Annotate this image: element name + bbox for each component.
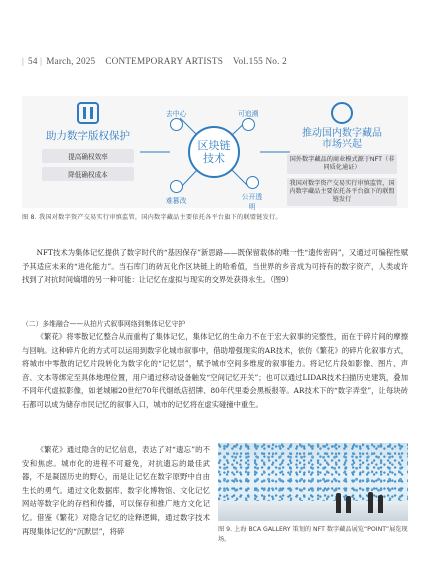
market-item: 我国对数字资产交易实行审慎监管，国内数字藏品主要依托各平台旗下的联盟链发行 [287, 178, 397, 206]
node-traceable [238, 108, 258, 133]
journal-name: CONTEMPORARY ARTISTS [105, 56, 224, 66]
visitor-figure [368, 492, 373, 513]
node-label: 公开透明 [241, 194, 263, 211]
nft-market-panel [282, 102, 402, 210]
node-dot [170, 118, 183, 131]
node-label: 可追溯 [238, 111, 259, 118]
section-subheading: （二）多维融合——从拍片式叙事网络到集体记忆守护 [22, 320, 186, 328]
running-header [22, 56, 412, 66]
core-label-line1: 区块链 [197, 140, 231, 152]
core-label-line2: 技术 [203, 153, 225, 165]
panel-title-line2: 市场兴起 [322, 139, 362, 150]
figure-9-caption: 图 9. 上海 BCA GALLERY 策划的 NFT 数字藏品展览“POINT”展览现场。 [218, 526, 408, 543]
node-label: 去中心 [166, 111, 187, 118]
panel-title [282, 128, 402, 150]
panel-title-line1: 推动国内数字藏品 [302, 128, 382, 139]
globe-icon [331, 102, 353, 124]
node-dot [246, 176, 259, 189]
page-number: 54 [28, 56, 38, 66]
node-dot [170, 180, 183, 193]
blockchain-diagram [140, 96, 290, 211]
node-label: 难篡改 [166, 198, 187, 205]
benefit-item: 降低确权成本 [42, 167, 134, 181]
node-dot [242, 118, 255, 131]
visitor-figure [336, 493, 341, 513]
issue-date: March, 2025 [46, 56, 96, 66]
exhibition-photo [218, 443, 408, 521]
panel-title: 助力数字版权保护 [46, 130, 130, 142]
header-separator: | [40, 56, 43, 66]
node-transparent [240, 176, 264, 211]
copyright-protection-panel [28, 102, 148, 185]
volume-issue: Vol.155 No. 2 [232, 56, 287, 66]
projection-wall [218, 443, 408, 501]
paragraph-ar-narrative: 《繁花》将零散记忆整合从而重构了集体记忆，集体记忆的生命力不在于宏大叙事的完整性，而在于碎片间的摩擦与回响。这种碎片化的方式可以运用到数字化城市叙事中，借助增强现实的AR技术，依仿《繁花》的碎片化叙事方式，将城市中零散的记忆片段转化为数字化的“记忆层”，赋予城市空间多维度的叙事能力。将记忆片段如影像、图片、声音、文本等绑定至具体地理位置，用户通过移动设备触发“空间记忆开关”；也可以通过LIDAR技术扫描历史建筑，叠加不同年代虚拟影像，如老城厢20世纪70年代烟纸店招牌、80年代里委会黑板报等。AR技术下的“数字弄堂”，让每块砖石都可以成为储存市民记忆的叙事入口，城市的记忆将在虚实碰撞中重生。 [22, 332, 408, 409]
visitor-figure [346, 496, 351, 513]
node-decentralized [166, 108, 186, 133]
figure-8-infographic [22, 96, 408, 211]
node-tamper-proof [166, 180, 186, 205]
book-icon [77, 102, 99, 124]
benefit-item: 提高确权效率 [42, 149, 134, 163]
paragraph-nft: NFT技术为集体记忆提供了数字时代的“基因保存”新思路——既保留载体的唯一性“遗传密码”，又通过可编程性赋予其适应未来的“进化能力”。当石库门的砖瓦化作区块链上的哈希值，当世界的乡音成为可持有的数字资产，人类或许找到了对抗时间熵增的另一种可能：让记忆在虚拟与现实的交界处获得永生。（图9） [22, 248, 408, 285]
market-item: 国外数字藏品的商业模式源于NFT（非同质化通证） [287, 154, 397, 174]
header-separator: | [22, 56, 25, 66]
visitor-figure [378, 495, 383, 513]
paragraph-memory: 《繁花》通过隐含的记忆信息，表达了对“遗忘”的不安和焦虑。城市化的进程不可避免，对抗遗忘的最佳武器，不是凝固历史的野心，而是让记忆在数字原野中自由生长的勇气。通过文化数据库、数字化博物馆、文化记忆网站等数字化的存档和传播，可以保存和推广地方文化记忆。借鉴《繁花》对隐含记忆的诠释逻辑，通过数字技术再现集体记忆的“沉默层”，将碎 [22, 445, 210, 536]
figure-8-caption: 图 8. 我国对数字资产交易实行审慎监管，国内数字藏品主要依托各平台旗下的联盟链发行。 [22, 214, 282, 221]
blockchain-core [188, 126, 240, 178]
